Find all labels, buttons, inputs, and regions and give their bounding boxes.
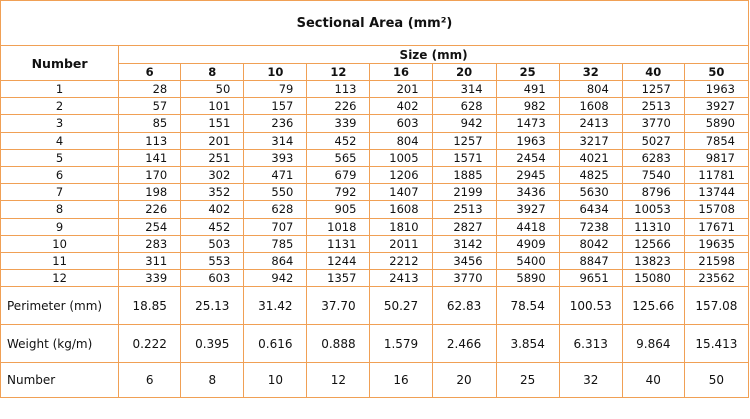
area-cell: 10053 [622, 201, 684, 218]
area-cell: 3456 [432, 252, 496, 269]
number-cell: 50 [684, 363, 748, 398]
weight-cell: 2.466 [432, 325, 496, 363]
area-cell: 1608 [559, 98, 622, 115]
area-cell: 452 [181, 218, 244, 235]
table-row [1, 252, 749, 269]
row-number: 4 [1, 132, 119, 149]
weight-cell: 0.888 [307, 325, 370, 363]
area-cell: 4909 [496, 235, 559, 252]
area-cell: 2011 [370, 235, 432, 252]
perimeter-cell: 62.83 [432, 287, 496, 325]
area-rows [1, 81, 749, 287]
area-cell: 2513 [622, 98, 684, 115]
perimeter-cell: 37.70 [307, 287, 370, 325]
area-cell: 352 [181, 184, 244, 201]
area-cell: 3927 [496, 201, 559, 218]
area-cell: 19635 [684, 235, 748, 252]
table-row [1, 149, 749, 166]
area-cell: 1963 [684, 81, 748, 98]
area-cell: 4825 [559, 166, 622, 183]
row-number: 3 [1, 115, 119, 132]
area-cell: 5890 [496, 270, 559, 287]
area-cell: 1005 [370, 149, 432, 166]
area-cell: 314 [432, 81, 496, 98]
perimeter-cell: 31.42 [244, 287, 307, 325]
table-title: Sectional Area (mm²) [1, 1, 749, 46]
number-cell: 20 [432, 363, 496, 398]
row-number: 9 [1, 218, 119, 235]
area-cell: 2945 [496, 166, 559, 183]
area-cell: 503 [181, 235, 244, 252]
size-column-header: 50 [684, 64, 748, 81]
row-number: 8 [1, 201, 119, 218]
table-row [1, 201, 749, 218]
area-cell: 4418 [496, 218, 559, 235]
area-cell: 5630 [559, 184, 622, 201]
number-cell: 40 [622, 363, 684, 398]
size-column-header: 32 [559, 64, 622, 81]
area-cell: 151 [181, 115, 244, 132]
area-cell: 2513 [432, 201, 496, 218]
area-cell: 57 [119, 98, 181, 115]
area-cell: 982 [496, 98, 559, 115]
area-cell: 236 [244, 115, 307, 132]
area-cell: 15080 [622, 270, 684, 287]
area-cell: 1407 [370, 184, 432, 201]
area-cell: 17671 [684, 218, 748, 235]
area-cell: 3436 [496, 184, 559, 201]
number-cell: 32 [559, 363, 622, 398]
table-row [1, 166, 749, 183]
area-cell: 2413 [370, 270, 432, 287]
table-row [1, 270, 749, 287]
area-cell: 603 [181, 270, 244, 287]
number-cell: 6 [119, 363, 181, 398]
area-cell: 1131 [307, 235, 370, 252]
perimeter-cell: 157.08 [684, 287, 748, 325]
area-cell: 79 [244, 81, 307, 98]
number-cell: 12 [307, 363, 370, 398]
area-cell: 3770 [622, 115, 684, 132]
weight-cell: 0.222 [119, 325, 181, 363]
area-cell: 7540 [622, 166, 684, 183]
area-cell: 2827 [432, 218, 496, 235]
area-cell: 6283 [622, 149, 684, 166]
number-cell: 8 [181, 363, 244, 398]
area-cell: 226 [307, 98, 370, 115]
area-cell: 942 [432, 115, 496, 132]
perimeter-cell: 25.13 [181, 287, 244, 325]
area-cell: 471 [244, 166, 307, 183]
weight-row [1, 325, 749, 363]
table-row [1, 98, 749, 115]
row-number: 12 [1, 270, 119, 287]
area-cell: 1963 [496, 132, 559, 149]
size-column-header: 8 [181, 64, 244, 81]
area-cell: 792 [307, 184, 370, 201]
perimeter-cell: 50.27 [370, 287, 432, 325]
area-cell: 1357 [307, 270, 370, 287]
area-cell: 1473 [496, 115, 559, 132]
table-row [1, 81, 749, 98]
area-cell: 254 [119, 218, 181, 235]
area-cell: 11310 [622, 218, 684, 235]
number-cell: 25 [496, 363, 559, 398]
area-cell: 198 [119, 184, 181, 201]
area-cell: 1257 [622, 81, 684, 98]
area-cell: 565 [307, 149, 370, 166]
area-cell: 50 [181, 81, 244, 98]
area-cell: 402 [181, 201, 244, 218]
row-number: 7 [1, 184, 119, 201]
area-cell: 201 [181, 132, 244, 149]
area-cell: 864 [244, 252, 307, 269]
area-cell: 3770 [432, 270, 496, 287]
area-cell: 707 [244, 218, 307, 235]
area-cell: 302 [181, 166, 244, 183]
area-cell: 141 [119, 149, 181, 166]
area-cell: 8042 [559, 235, 622, 252]
area-cell: 5027 [622, 132, 684, 149]
area-cell: 1571 [432, 149, 496, 166]
area-cell: 113 [119, 132, 181, 149]
area-cell: 11781 [684, 166, 748, 183]
area-cell: 785 [244, 235, 307, 252]
area-cell: 553 [181, 252, 244, 269]
area-cell: 8796 [622, 184, 684, 201]
area-cell: 9651 [559, 270, 622, 287]
number-header: Number [1, 46, 119, 81]
table-row [1, 132, 749, 149]
area-cell: 628 [432, 98, 496, 115]
area-cell: 28 [119, 81, 181, 98]
area-cell: 13823 [622, 252, 684, 269]
number-footer-label: Number [1, 363, 119, 398]
perimeter-cell: 18.85 [119, 287, 181, 325]
weight-cell: 6.313 [559, 325, 622, 363]
size-column-header: 12 [307, 64, 370, 81]
area-cell: 283 [119, 235, 181, 252]
perimeter-cell: 78.54 [496, 287, 559, 325]
area-cell: 402 [370, 98, 432, 115]
area-cell: 314 [244, 132, 307, 149]
area-cell: 1206 [370, 166, 432, 183]
area-cell: 339 [119, 270, 181, 287]
area-cell: 5890 [684, 115, 748, 132]
number-footer-row [1, 363, 749, 398]
area-cell: 339 [307, 115, 370, 132]
table-row [1, 115, 749, 132]
area-cell: 15708 [684, 201, 748, 218]
size-column-header: 6 [119, 64, 181, 81]
area-cell: 4021 [559, 149, 622, 166]
area-cell: 804 [370, 132, 432, 149]
area-cell: 157 [244, 98, 307, 115]
perimeter-label: Perimeter (mm) [1, 287, 119, 325]
area-cell: 2212 [370, 252, 432, 269]
row-number: 6 [1, 166, 119, 183]
area-cell: 170 [119, 166, 181, 183]
area-cell: 7854 [684, 132, 748, 149]
table-row [1, 184, 749, 201]
perimeter-cell: 125.66 [622, 287, 684, 325]
row-number: 2 [1, 98, 119, 115]
size-column-header: 40 [622, 64, 684, 81]
area-cell: 804 [559, 81, 622, 98]
area-cell: 1885 [432, 166, 496, 183]
area-cell: 201 [370, 81, 432, 98]
area-cell: 628 [244, 201, 307, 218]
size-column-header: 10 [244, 64, 307, 81]
area-cell: 7238 [559, 218, 622, 235]
area-cell: 3142 [432, 235, 496, 252]
area-cell: 550 [244, 184, 307, 201]
area-cell: 21598 [684, 252, 748, 269]
table-row [1, 218, 749, 235]
area-cell: 226 [119, 201, 181, 218]
area-cell: 603 [370, 115, 432, 132]
weight-cell: 1.579 [370, 325, 432, 363]
area-cell: 2454 [496, 149, 559, 166]
weight-cell: 0.616 [244, 325, 307, 363]
weight-cell: 3.854 [496, 325, 559, 363]
area-cell: 251 [181, 149, 244, 166]
area-cell: 1810 [370, 218, 432, 235]
area-cell: 9817 [684, 149, 748, 166]
area-cell: 1257 [432, 132, 496, 149]
area-cell: 393 [244, 149, 307, 166]
perimeter-cell: 100.53 [559, 287, 622, 325]
size-header: Size (mm) [119, 46, 749, 64]
area-cell: 1608 [370, 201, 432, 218]
table-row [1, 235, 749, 252]
area-cell: 3217 [559, 132, 622, 149]
area-cell: 2199 [432, 184, 496, 201]
area-cell: 113 [307, 81, 370, 98]
area-cell: 679 [307, 166, 370, 183]
weight-cell: 9.864 [622, 325, 684, 363]
area-cell: 452 [307, 132, 370, 149]
area-cell: 12566 [622, 235, 684, 252]
weight-cell: 15.413 [684, 325, 748, 363]
size-column-header: 16 [370, 64, 432, 81]
area-cell: 5400 [496, 252, 559, 269]
area-cell: 905 [307, 201, 370, 218]
weight-label: Weight (kg/m) [1, 325, 119, 363]
area-cell: 101 [181, 98, 244, 115]
row-number: 5 [1, 149, 119, 166]
row-number: 11 [1, 252, 119, 269]
size-column-header: 25 [496, 64, 559, 81]
perimeter-row [1, 287, 749, 325]
weight-cell: 0.395 [181, 325, 244, 363]
area-cell: 491 [496, 81, 559, 98]
area-cell: 85 [119, 115, 181, 132]
size-column-header: 20 [432, 64, 496, 81]
area-cell: 2413 [559, 115, 622, 132]
area-cell: 13744 [684, 184, 748, 201]
area-cell: 1018 [307, 218, 370, 235]
area-cell: 3927 [684, 98, 748, 115]
area-cell: 311 [119, 252, 181, 269]
row-number: 1 [1, 81, 119, 98]
number-cell: 10 [244, 363, 307, 398]
area-cell: 6434 [559, 201, 622, 218]
area-cell: 1244 [307, 252, 370, 269]
area-cell: 942 [244, 270, 307, 287]
area-cell: 8847 [559, 252, 622, 269]
number-cell: 16 [370, 363, 432, 398]
area-cell: 23562 [684, 270, 748, 287]
row-number: 10 [1, 235, 119, 252]
